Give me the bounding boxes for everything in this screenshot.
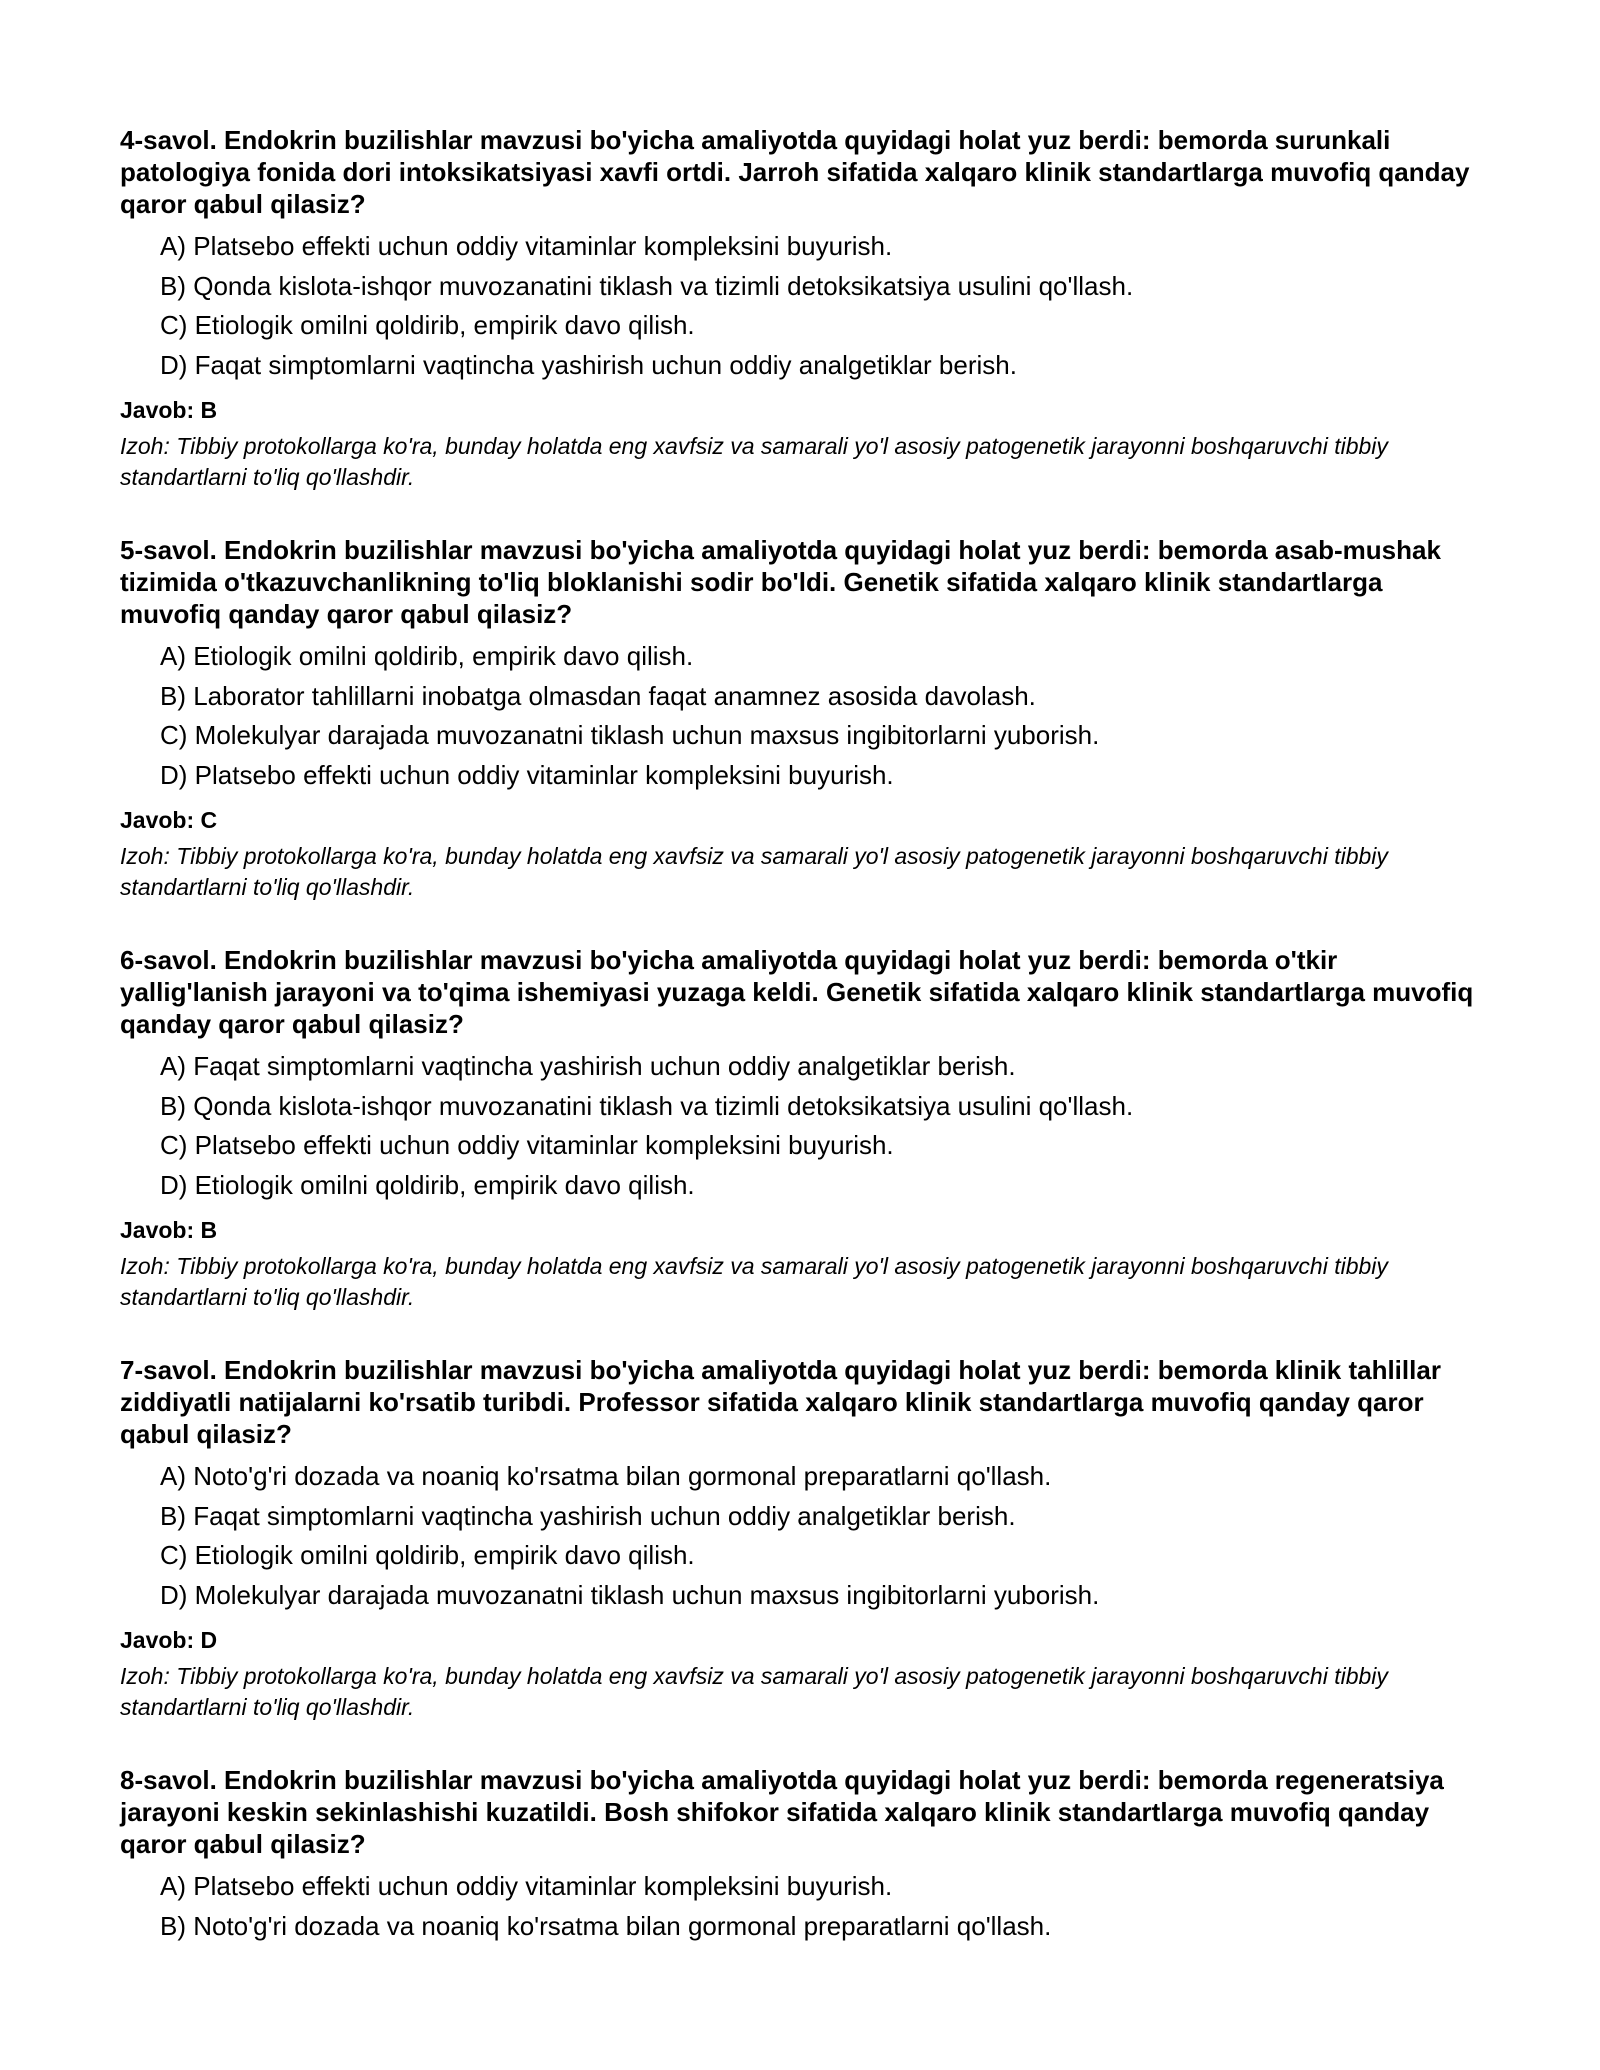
explanation-note: Izoh: Tibbiy protokollarga ko'ra, bunday holatda eng xavfsiz va samarali yo'l asosiy patogenetik jarayonni boshqaruvchi tibbiy standartlarni to'liq qo'llashdir. — [120, 433, 1388, 490]
answer-option: B) Noto'g'ri dozada va noaniq ko'rsatma bilan gormonal preparatlarni qo'llash. — [160, 1910, 1052, 1941]
answer-option: C) Platsebo effekti uchun oddiy vitaminlar kompleksini buyurish. — [160, 1130, 894, 1160]
answer-option: A) Faqat simptomlarni vaqtincha yashirish uchun oddiy analgetiklar berish. — [160, 1051, 1016, 1081]
answer-option: C) Etiologik omilni qoldirib, empirik davo qilish. — [160, 310, 695, 340]
correct-answer: Javob: B — [120, 397, 218, 423]
answer-option: B) Laborator tahlillarni inobatga olmasdan faqat anamnez asosida davolash. — [160, 680, 1036, 711]
answer-option: A) Noto'g'ri dozada va noaniq ko'rsatma bilan gormonal preparatlarni qo'llash. — [160, 1461, 1052, 1491]
question-text: 8-savol. Endokrin buzilishlar mavzusi bo'yicha amaliyotda quyidagi holat yuz berdi: bemorda regeneratsiya jarayoni keskin sekinlashishi kuzatildi. Bosh shifokor sifatida xalqaro klinik standartlarga muvofiq qanday qaror qabul qilasiz? — [120, 1765, 1444, 1859]
answer-option: A) Platsebo effekti uchun oddiy vitaminlar kompleksini buyurish. — [160, 231, 893, 261]
answer-option: D) Molekulyar darajada muvozanatni tiklash uchun maxsus ingibitorlarni yuborish. — [160, 1579, 1100, 1610]
answer-option: B) Qonda kislota-ishqor muvozanatini tiklash va tizimli detoksikatsiya usulini qo'llash. — [160, 1090, 1134, 1121]
explanation-note: Izoh: Tibbiy protokollarga ko'ra, bunday holatda eng xavfsiz va samarali yo'l asosiy patogenetik jarayonni boshqaruvchi tibbiy standartlarni to'liq qo'llashdir. — [120, 1663, 1388, 1720]
question-text: 4-savol. Endokrin buzilishlar mavzusi bo'yicha amaliyotda quyidagi holat yuz berdi: bemorda surunkali patologiya fonida dori intoksikatsiyasi xavfi ortdi. Jarroh sifatida xalqaro klinik standartlarga muvofiq qanday qaror qabul qilasiz? — [120, 125, 1470, 219]
explanation-note: Izoh: Tibbiy protokollarga ko'ra, bunday holatda eng xavfsiz va samarali yo'l asosiy patogenetik jarayonni boshqaruvchi tibbiy standartlarni to'liq qo'llashdir. — [120, 843, 1388, 900]
correct-answer: Javob: D — [120, 1627, 218, 1653]
answer-option: C) Etiologik omilni qoldirib, empirik davo qilish. — [160, 1540, 695, 1570]
answer-option: A) Etiologik omilni qoldirib, empirik davo qilish. — [160, 641, 694, 671]
question-text: 5-savol. Endokrin buzilishlar mavzusi bo'yicha amaliyotda quyidagi holat yuz berdi: bemorda asab-mushak tizimida o'tkazuvchanlikning to'liq bloklanishi sodir bo'ldi. Genetik sifatida xalqaro klinik standartlarga muvofiq qanday qaror qabul qilasiz? — [120, 535, 1441, 629]
explanation-note: Izoh: Tibbiy protokollarga ko'ra, bunday holatda eng xavfsiz va samarali yo'l asosiy patogenetik jarayonni boshqaruvchi tibbiy standartlarni to'liq qo'llashdir. — [120, 1253, 1388, 1310]
answer-option: A) Platsebo effekti uchun oddiy vitaminlar kompleksini buyurish. — [160, 1871, 893, 1901]
question-text: 7-savol. Endokrin buzilishlar mavzusi bo'yicha amaliyotda quyidagi holat yuz berdi: bemorda klinik tahlillar ziddiyatli natijalarni ko'rsatib turibdi. Professor sifatida xalqaro klinik standartlarga muvofiq qanday qaror qabul qilasiz? — [120, 1355, 1441, 1449]
answer-option: D) Faqat simptomlarni vaqtincha yashirish uchun oddiy analgetiklar berish. — [160, 349, 1017, 380]
answer-option: B) Faqat simptomlarni vaqtincha yashirish uchun oddiy analgetiklar berish. — [160, 1500, 1016, 1531]
answer-option: D) Platsebo effekti uchun oddiy vitaminlar kompleksini buyurish. — [160, 759, 894, 790]
answer-option: C) Molekulyar darajada muvozanatni tiklash uchun maxsus ingibitorlarni yuborish. — [160, 720, 1100, 750]
answer-option: B) Qonda kislota-ishqor muvozanatini tiklash va tizimli detoksikatsiya usulini qo'llash. — [160, 270, 1134, 301]
question-block — [120, 124, 1490, 493]
correct-answer: Javob: B — [120, 1217, 218, 1243]
question-text: 6-savol. Endokrin buzilishlar mavzusi bo'yicha amaliyotda quyidagi holat yuz berdi: bemorda o'tkir yallig'lanish jarayoni va to'qima ishemiyasi yuzaga keldi. Genetik sifatida xalqaro klinik standartlarga muvofiq qanday qaror qabul qilasiz? — [120, 945, 1474, 1039]
question-block — [120, 944, 1490, 1313]
answer-option: D) Etiologik omilni qoldirib, empirik davo qilish. — [160, 1169, 695, 1200]
question-block — [120, 1764, 1490, 1946]
correct-answer: Javob: C — [120, 807, 218, 833]
question-block — [120, 534, 1490, 903]
question-block — [120, 1354, 1490, 1723]
document-page — [120, 124, 1490, 1987]
